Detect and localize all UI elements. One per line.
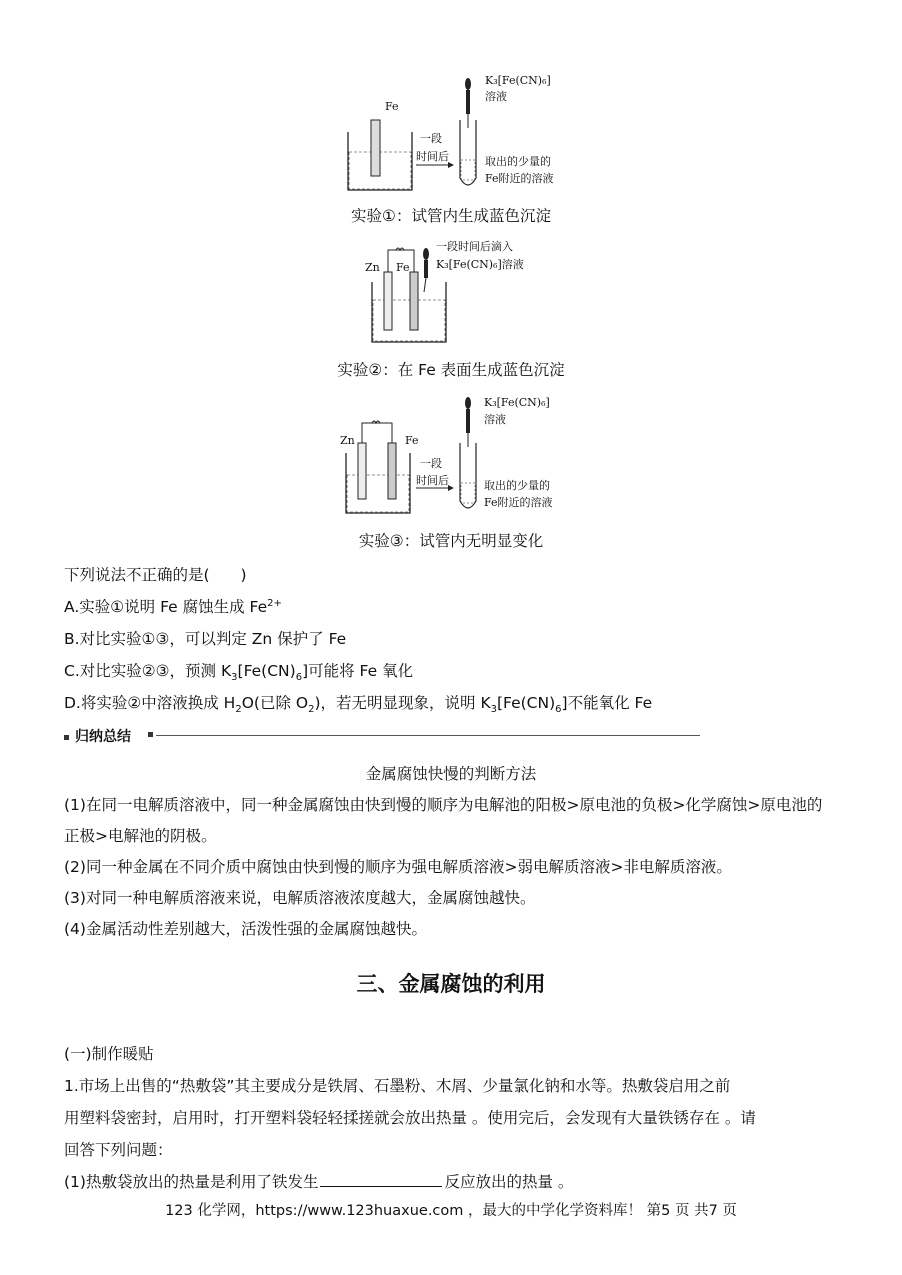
option-a: A.实验①说明 Fe 腐蚀生成 $Fe^{2+}$ (64, 597, 282, 616)
summary-p1b: 正极>电解池的阴极。 (64, 827, 217, 845)
svg-text:时间后: 时间后 (416, 474, 449, 487)
svg-text:K₃[Fe(CN)₆]: K₃[Fe(CN)₆] (484, 396, 550, 409)
svg-text:一段时间后滴入: 一段时间后滴入 (436, 240, 513, 253)
svg-text:取出的少量的: 取出的少量的 (484, 479, 550, 492)
fe-label: Fe (385, 100, 399, 113)
summary-p3: (3)对同一种电解质溶液来说，电解质溶液浓度越大，金属腐蚀越快。 (64, 889, 536, 907)
svg-text:溶液: 溶液 (484, 413, 506, 426)
summary-title: 金属腐蚀快慢的判断方法 (365, 765, 537, 783)
option-c: C.对比实验②③，预测 $K_3[Fe(CN)_6]$可能将 Fe 氧化 (64, 662, 414, 684)
summary-tag: 归纳总结 (75, 729, 131, 745)
q1-line-2: 用塑料袋密封，启用时，打开塑料袋轻轻揉搓就会放出热量 。使用完后，会发现有大量铁锈存在 。请 (64, 1109, 756, 1127)
svg-text:Fe: Fe (405, 434, 419, 447)
q1-line-1: 1.市场上出售的“热敷袋”其主要成分是铁屑、石墨粉、木屑、少量氯化钠和水等。热敷袋启用之前 (64, 1077, 731, 1095)
section-heading: 三、金属腐蚀的利用 (356, 972, 546, 996)
summary-p4: (4)金属活动性差别越大，活泼性强的金属腐蚀越快。 (64, 920, 427, 938)
svg-text:Fe附近的溶液: Fe附近的溶液 (484, 496, 553, 509)
summary-p1a: (1)在同一电解质溶液中，同一种金属腐蚀由快到慢的顺序为电解池的阳极>原电池的负极>化学腐蚀>原电池的 (64, 796, 823, 814)
figure-experiment-2 (360, 236, 550, 348)
svg-text:溶液: 溶液 (485, 90, 507, 103)
caption-experiment-1: 实验①：试管内生成蓝色沉淀 (351, 207, 551, 225)
svg-text:K₃[Fe(CN)₆]: K₃[Fe(CN)₆] (485, 74, 551, 87)
summary-p2: (2)同一种金属在不同介质中腐蚀由快到慢的顺序为强电解质溶液>弱电解质溶液>非电解质溶液。 (64, 858, 732, 876)
caption-experiment-3: 实验③：试管内无明显变化 (358, 532, 544, 550)
svg-text:Zn: Zn (340, 434, 355, 447)
svg-text:K₃[Fe(CN)₆]溶液: K₃[Fe(CN)₆]溶液 (436, 258, 524, 271)
page-footer: 123 化学网，https://www.123huaxue.com ，最大的中学化学资料库！ 第5 页 共7 页 (165, 1203, 737, 1219)
answer-blank[interactable] (320, 1172, 442, 1187)
summary-divider (156, 735, 700, 736)
q1-line-3: 回答下列问题： (64, 1141, 173, 1159)
option-d: D.将实验②中溶液换成 $H_2O$(已除 $O_2$)，若无明显现象，说明 $K_3[Fe(CN)_6]$不能氧化 Fe (64, 694, 653, 716)
q1-line-4: (1)热敷袋放出的热量是利用了铁发生 反应放出的热量 。 (64, 1173, 574, 1191)
svg-text:一段: 一段 (420, 132, 442, 145)
subsection-title: (一)制作暖贴 (64, 1045, 154, 1063)
figure-experiment-1 (340, 70, 570, 195)
summary-header (64, 726, 700, 744)
option-b: B.对比实验①③，可以判定 Zn 保护了 Fe (64, 630, 347, 648)
svg-text:一段: 一段 (420, 457, 442, 470)
svg-text:取出的少量的: 取出的少量的 (485, 155, 551, 168)
svg-text:Fe附近的溶液: Fe附近的溶液 (485, 172, 554, 185)
caption-experiment-2: 实验②：在 Fe 表面生成蓝色沉淀 (337, 361, 565, 379)
question-stem: 下列说法不正确的是( ) (64, 566, 247, 584)
svg-text:Zn: Zn (365, 261, 380, 274)
figure-experiment-3 (332, 393, 572, 518)
svg-text:Fe: Fe (396, 261, 410, 274)
svg-text:时间后: 时间后 (416, 150, 449, 163)
